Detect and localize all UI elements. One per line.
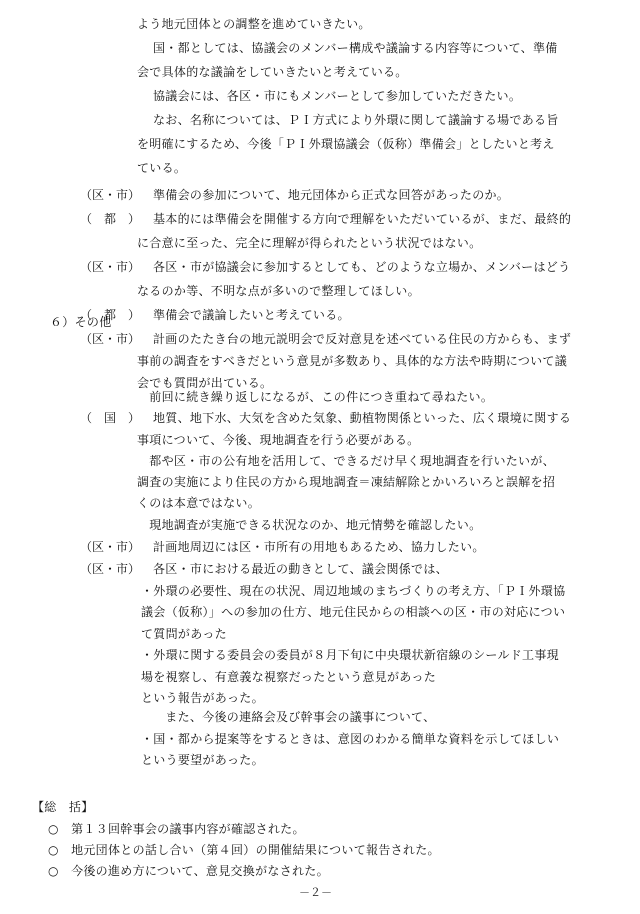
text-line: ている。 <box>137 161 187 175</box>
text-line: 会で具体的な議論をしていきたいと考えている。 <box>137 65 408 79</box>
text-line: 場を視察し、有意義な視察だったという意見があった <box>141 670 437 684</box>
speaker-label: （ 都 ） <box>80 308 141 322</box>
text-line: 協議会には、各区・市にもメンバーとして参加していただきたい。 <box>153 89 522 103</box>
speaker-label: （区・市） <box>80 332 141 346</box>
text-line: を明確にするため、今後「ＰＩ外環協議会（仮称）準備会」としたいと考え <box>137 137 555 151</box>
text-line: なお、名称については、ＰＩ方式により外環に関して議論する場である旨 <box>153 113 559 127</box>
text-line: て質問があった <box>141 627 227 641</box>
text-line: 準備会の参加について、地元団体から正式な回答があったのか。 <box>153 188 510 202</box>
text-line: 議会（仮称）」への参加の仕方、地元住民からの相談への区・市の対応につい <box>141 605 566 619</box>
text-line: ・国・都から提案等をするときは、意図のわかる簡単な資料を示してほしい <box>141 732 560 746</box>
text-line: 各区・市における最近の動きとして、議会関係では、 <box>153 562 448 576</box>
summary-item: ○ 地元団体との話し合い（第４回）の開催結果について報告された。 <box>48 843 440 857</box>
summary-heading: 【総 括】 <box>32 800 94 814</box>
summary-item: ○ 今後の進め方について、意見交換がなされた。 <box>48 864 329 878</box>
text-line: 国・都としては、協議会のメンバー構成や議論する内容等について、準備 <box>153 41 558 55</box>
text-line: ・外環の必要性、現在の状況、周辺地域のまちづくりの考え方、「ＰＩ外環協 <box>141 584 566 598</box>
page-number: －２－ <box>299 886 332 899</box>
text-line: なるのか等、不明な点が多いので整理してほしい。 <box>137 284 420 298</box>
text-line: 会でも質問が出ている。 <box>137 376 273 390</box>
text-line: 準備会で議論したいと考えている。 <box>153 308 350 322</box>
text-line: 調査の実施により住民の方から現地調査＝凍結解除とかいろいろと誤解を招 <box>137 475 556 489</box>
speaker-label: （区・市） <box>80 188 141 202</box>
speaker-label: （ 国 ） <box>80 411 141 425</box>
text-line: よう地元団体との調整を進めていきたい。 <box>137 17 371 31</box>
speaker-label: （ 都 ） <box>80 212 141 226</box>
speaker-label: （区・市） <box>80 540 141 554</box>
text-line: という要望があった。 <box>141 753 264 767</box>
text-line: 計画地周辺には区・市所有の用地もあるため、協力したい。 <box>153 540 485 554</box>
text-line: 都や区・市の公有地を活用して、できるだけ早く現地調査を行いたいが、 <box>137 454 555 468</box>
text-line: 計画のたたき台の地元説明会で反対意見を述べている住民の方からも、まず <box>153 332 572 346</box>
text-line: 各区・市が協議会に参加するとしても、どのような立場か、メンバーはどう <box>153 260 571 274</box>
text-line: 事前の調査をすべきだという意見が多数あり、具体的な方法や時期について議 <box>137 354 568 368</box>
text-line: に合意に至った、完全に理解が得られたという状況ではない。 <box>137 236 482 250</box>
text-line: ・外環に関する委員会の委員が８月下旬に中央環状新宿線のシールド工事現 <box>141 648 559 662</box>
text-line: くのは本意ではない。 <box>137 496 261 510</box>
section-heading: ６）その他 <box>50 315 112 329</box>
text-line: 基本的には準備会を開催する方向で理解をいただいているが、まだ、最終的 <box>153 212 572 226</box>
text-line: また、今後の連絡会及び幹事会の議事について、 <box>153 710 436 724</box>
text-line: 事項について、今後、現地調査を行う必要がある。 <box>137 433 420 447</box>
text-line: 現地調査が実施できる状況なのか、地元情勢を確認したい。 <box>137 518 482 532</box>
summary-item: ○ 第１３回幹事会の議事内容が確認された。 <box>48 822 305 836</box>
speaker-label: （区・市） <box>80 260 141 274</box>
text-line: という報告があった。 <box>141 691 264 705</box>
speaker-label: （区・市） <box>80 562 141 576</box>
text-line: 地質、地下水、大気を含めた気象、動植物関係といった、広く環境に関する <box>153 411 572 425</box>
text-line: 前回に続き繰り返しになるが、この件につき重ねて尋ねたい。 <box>137 390 494 404</box>
